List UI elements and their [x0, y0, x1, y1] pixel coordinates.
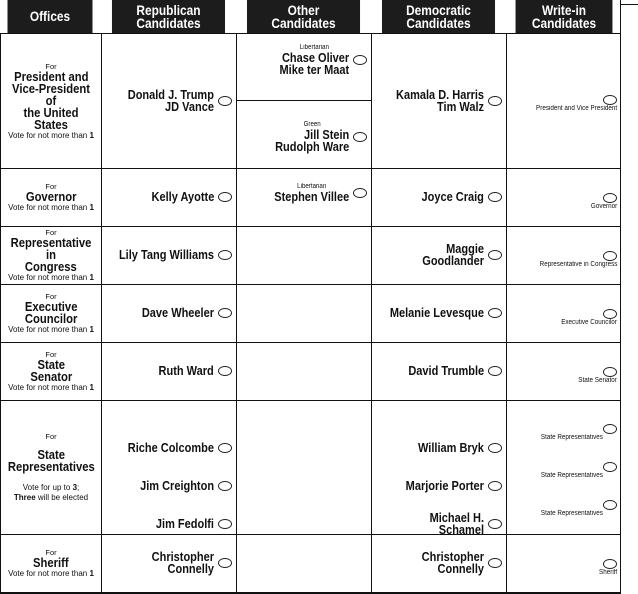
- candidate-name: JD Vance: [165, 100, 214, 114]
- grid-hline: [237, 100, 371, 101]
- vote-instruction: [8, 325, 94, 335]
- vote-oval[interactable]: [603, 424, 617, 434]
- for-label: For: [45, 61, 57, 71]
- header-democratic-line2: Candidates: [406, 14, 471, 31]
- candidate-name: Tim Walz: [436, 100, 484, 114]
- candidate-name: David Trumble: [408, 364, 484, 378]
- writein-label: Sheriff: [598, 569, 617, 576]
- header-republican: [112, 0, 225, 33]
- candidate-name: Lily Tang Williams: [118, 248, 214, 262]
- office-title: Governor: [25, 190, 77, 204]
- vote-oval[interactable]: [488, 366, 502, 376]
- writein-state-senator[interactable]: [507, 367, 617, 385]
- writein-label: State Representatives: [541, 510, 603, 517]
- vote-oval[interactable]: [218, 192, 232, 202]
- candidate-villee[interactable]: [237, 181, 367, 205]
- writein-executive-councilor[interactable]: [507, 309, 617, 327]
- candidate-trump-vance[interactable]: [102, 86, 232, 116]
- party-label: Green: [303, 121, 321, 128]
- party-label: Libertarian: [299, 44, 329, 51]
- vote-oval[interactable]: [603, 559, 617, 569]
- grid-hline: [621, 4, 638, 5]
- candidate-name: Jim Creighton: [140, 479, 214, 493]
- vote-count: 1: [89, 203, 94, 212]
- header-offices: [8, 0, 93, 33]
- vote-oval[interactable]: [488, 250, 502, 260]
- writein-state-rep-2[interactable]: [507, 462, 617, 480]
- office-title: Councilor: [24, 312, 78, 326]
- vote-instruction: [8, 131, 94, 141]
- header-offices-label: Offices: [29, 8, 71, 24]
- vote-oval[interactable]: [603, 500, 617, 510]
- candidate-name: Michael H. Schamel: [429, 511, 484, 537]
- candidate-name: Kelly Ayotte: [151, 190, 214, 204]
- writein-label: State Senator: [578, 377, 617, 384]
- vote-instruction: [8, 273, 94, 283]
- party-label: Libertarian: [296, 183, 327, 190]
- candidate-name: Riche Colcombe: [127, 441, 214, 455]
- vote-oval[interactable]: [603, 367, 617, 377]
- writein-sheriff[interactable]: [507, 559, 617, 577]
- for-label: For: [45, 292, 57, 301]
- vote-oval[interactable]: [218, 366, 232, 376]
- for-label: For: [45, 432, 57, 441]
- header-writein: [516, 0, 613, 33]
- vote-count: 1: [89, 273, 94, 282]
- office-president: [1, 34, 101, 168]
- vote-oval[interactable]: [488, 519, 502, 529]
- vote-text: Vote for not more than: [8, 569, 90, 578]
- office-title: Senator: [30, 370, 72, 384]
- candidate-name: Ruth Ward: [158, 364, 214, 378]
- vote-oval[interactable]: [218, 250, 232, 260]
- candidate-names: [279, 44, 349, 76]
- vote-oval[interactable]: [488, 192, 502, 202]
- vote-count: 1: [89, 130, 94, 140]
- candidate-stein-ware[interactable]: [237, 119, 367, 155]
- header-other: [247, 0, 360, 33]
- vote-oval[interactable]: [353, 55, 367, 65]
- office-title: Representatives: [7, 460, 95, 474]
- vote-oval[interactable]: [218, 308, 232, 318]
- office-executive-councilor: [1, 285, 101, 342]
- vote-instruction: [8, 569, 94, 579]
- candidate-creighton[interactable]: [102, 477, 232, 495]
- header-democratic: [382, 0, 495, 33]
- candidate-williams[interactable]: [102, 246, 232, 264]
- candidate-names: [275, 121, 349, 153]
- vote-oval[interactable]: [218, 443, 232, 453]
- vote-text: Vote for not more than: [8, 203, 90, 212]
- candidate-levesque[interactable]: [372, 304, 502, 322]
- for-label: For: [45, 548, 57, 557]
- candidate-names: [128, 89, 214, 113]
- elected-count: Three: [13, 493, 36, 502]
- grid-vline: [236, 33, 237, 594]
- for-label: For: [45, 182, 57, 191]
- writein-label: President and Vice President: [535, 105, 617, 112]
- candidate-name: Stephen Villee: [274, 190, 349, 204]
- vote-count: 1: [89, 325, 94, 334]
- header-writein-line2: Candidates: [531, 14, 597, 31]
- candidate-name: Dave Wheeler: [141, 306, 214, 320]
- vote-text: ;: [77, 483, 80, 492]
- vote-oval[interactable]: [488, 558, 502, 568]
- vote-oval[interactable]: [218, 481, 232, 491]
- candidate-name: William Bryk: [418, 441, 484, 455]
- vote-text: Vote for not more than: [8, 325, 90, 334]
- vote-oval[interactable]: [488, 443, 502, 453]
- candidate-ward[interactable]: [102, 362, 232, 380]
- office-title: Congress: [25, 260, 77, 274]
- writein-label: Representative in Congress: [539, 261, 617, 268]
- vote-count: 3: [72, 483, 78, 492]
- candidate-name: Jim Fedolfi: [155, 517, 214, 531]
- writein-label: State Representatives: [541, 472, 603, 479]
- candidate-wheeler[interactable]: [102, 304, 232, 322]
- candidate-goodlander[interactable]: [372, 242, 502, 268]
- vote-oval[interactable]: [353, 132, 367, 142]
- candidate-name: Chase Oliver: [281, 51, 349, 65]
- candidate-names: [396, 89, 484, 113]
- header-other-line1: Other: [287, 1, 320, 18]
- candidate-name: Melanie Levesque: [389, 306, 484, 320]
- office-title: State: [37, 358, 65, 372]
- vote-text: Vote for up to: [22, 483, 73, 492]
- vote-oval[interactable]: [218, 558, 232, 568]
- vote-text: Vote for not more than: [8, 383, 90, 392]
- vote-oval[interactable]: [603, 193, 617, 203]
- office-state-senator: [1, 343, 101, 400]
- candidate-harris-walz[interactable]: [372, 86, 502, 116]
- writein-label: Governor: [590, 203, 617, 210]
- for-label: For: [45, 350, 57, 359]
- vote-oval[interactable]: [488, 96, 502, 106]
- writein-governor[interactable]: [507, 193, 617, 211]
- vote-oval[interactable]: [603, 309, 617, 319]
- writein-state-rep-1[interactable]: [507, 424, 617, 442]
- candidate-names: [274, 183, 349, 203]
- writein-state-rep-3[interactable]: [507, 500, 617, 518]
- vote-count: 1: [89, 383, 94, 392]
- writein-president[interactable]: [507, 95, 617, 113]
- office-title: President and: [13, 69, 89, 84]
- header-republican-line1: Republican: [136, 1, 201, 18]
- candidate-porter[interactable]: [372, 477, 502, 495]
- office-title: State: [37, 448, 65, 462]
- candidate-name: Mike ter Maat: [279, 63, 349, 77]
- office-title: Sheriff: [33, 556, 69, 570]
- office-governor: [1, 169, 101, 226]
- header-republican-line2: Candidates: [136, 14, 201, 31]
- vote-oval[interactable]: [603, 462, 617, 472]
- writein-congress[interactable]: [507, 251, 617, 269]
- candidate-connelly-r[interactable]: [102, 550, 232, 576]
- candidate-name: Christopher Connelly: [421, 550, 484, 576]
- vote-text: Vote for not more than: [8, 273, 90, 282]
- candidate-colcombe[interactable]: [102, 439, 232, 457]
- vote-instruction: [8, 383, 94, 393]
- office-title: Executive: [24, 300, 78, 314]
- office-title: Representative in: [10, 236, 92, 262]
- candidate-name: Rudolph Ware: [274, 140, 349, 154]
- candidate-trumble[interactable]: [372, 362, 502, 380]
- candidate-craig[interactable]: [372, 188, 502, 206]
- grid-vline: [620, 0, 621, 594]
- candidate-name: Marjorie Porter: [405, 479, 484, 493]
- vote-text: Vote for not more than: [8, 130, 90, 140]
- candidate-connelly-d[interactable]: [372, 550, 502, 576]
- candidate-fedolfi[interactable]: [102, 515, 232, 533]
- vote-oval[interactable]: [488, 481, 502, 491]
- writein-label: Executive Councilor: [561, 319, 617, 326]
- office-sheriff: [1, 535, 101, 592]
- header-writein-line1: Write-in: [541, 1, 587, 18]
- candidate-name: Kamala D. Harris: [395, 88, 484, 102]
- vote-count: 1: [89, 569, 94, 578]
- office-title: Vice-President of: [12, 81, 90, 108]
- office-congress: [1, 227, 101, 284]
- candidate-ayotte[interactable]: [102, 188, 232, 206]
- candidate-name: Jill Stein: [303, 128, 349, 142]
- writein-label: State Representatives: [541, 434, 603, 441]
- vote-oval[interactable]: [488, 308, 502, 318]
- candidate-oliver-termaat[interactable]: [237, 42, 367, 78]
- vote-oval[interactable]: [353, 188, 367, 198]
- vote-instruction: [8, 203, 94, 213]
- vote-oval[interactable]: [603, 95, 617, 105]
- candidate-name: Joyce Craig: [421, 190, 484, 204]
- vote-oval[interactable]: [603, 251, 617, 261]
- office-title: the United States: [23, 105, 79, 132]
- header-other-line2: Candidates: [271, 14, 336, 31]
- vote-oval[interactable]: [218, 96, 232, 106]
- vote-text: will be elected: [35, 493, 89, 502]
- candidate-name: Christopher Connelly: [151, 550, 214, 576]
- candidate-bryk[interactable]: [372, 439, 502, 457]
- candidate-schamel[interactable]: [372, 511, 502, 537]
- office-state-representatives: [1, 401, 101, 534]
- vote-oval[interactable]: [218, 519, 232, 529]
- candidate-name: Donald J. Trump: [127, 88, 214, 102]
- header-democratic-line1: Democratic: [406, 1, 471, 18]
- candidate-name: Maggie Goodlander: [422, 242, 484, 268]
- for-label: For: [45, 228, 57, 237]
- vote-instruction: [14, 483, 88, 503]
